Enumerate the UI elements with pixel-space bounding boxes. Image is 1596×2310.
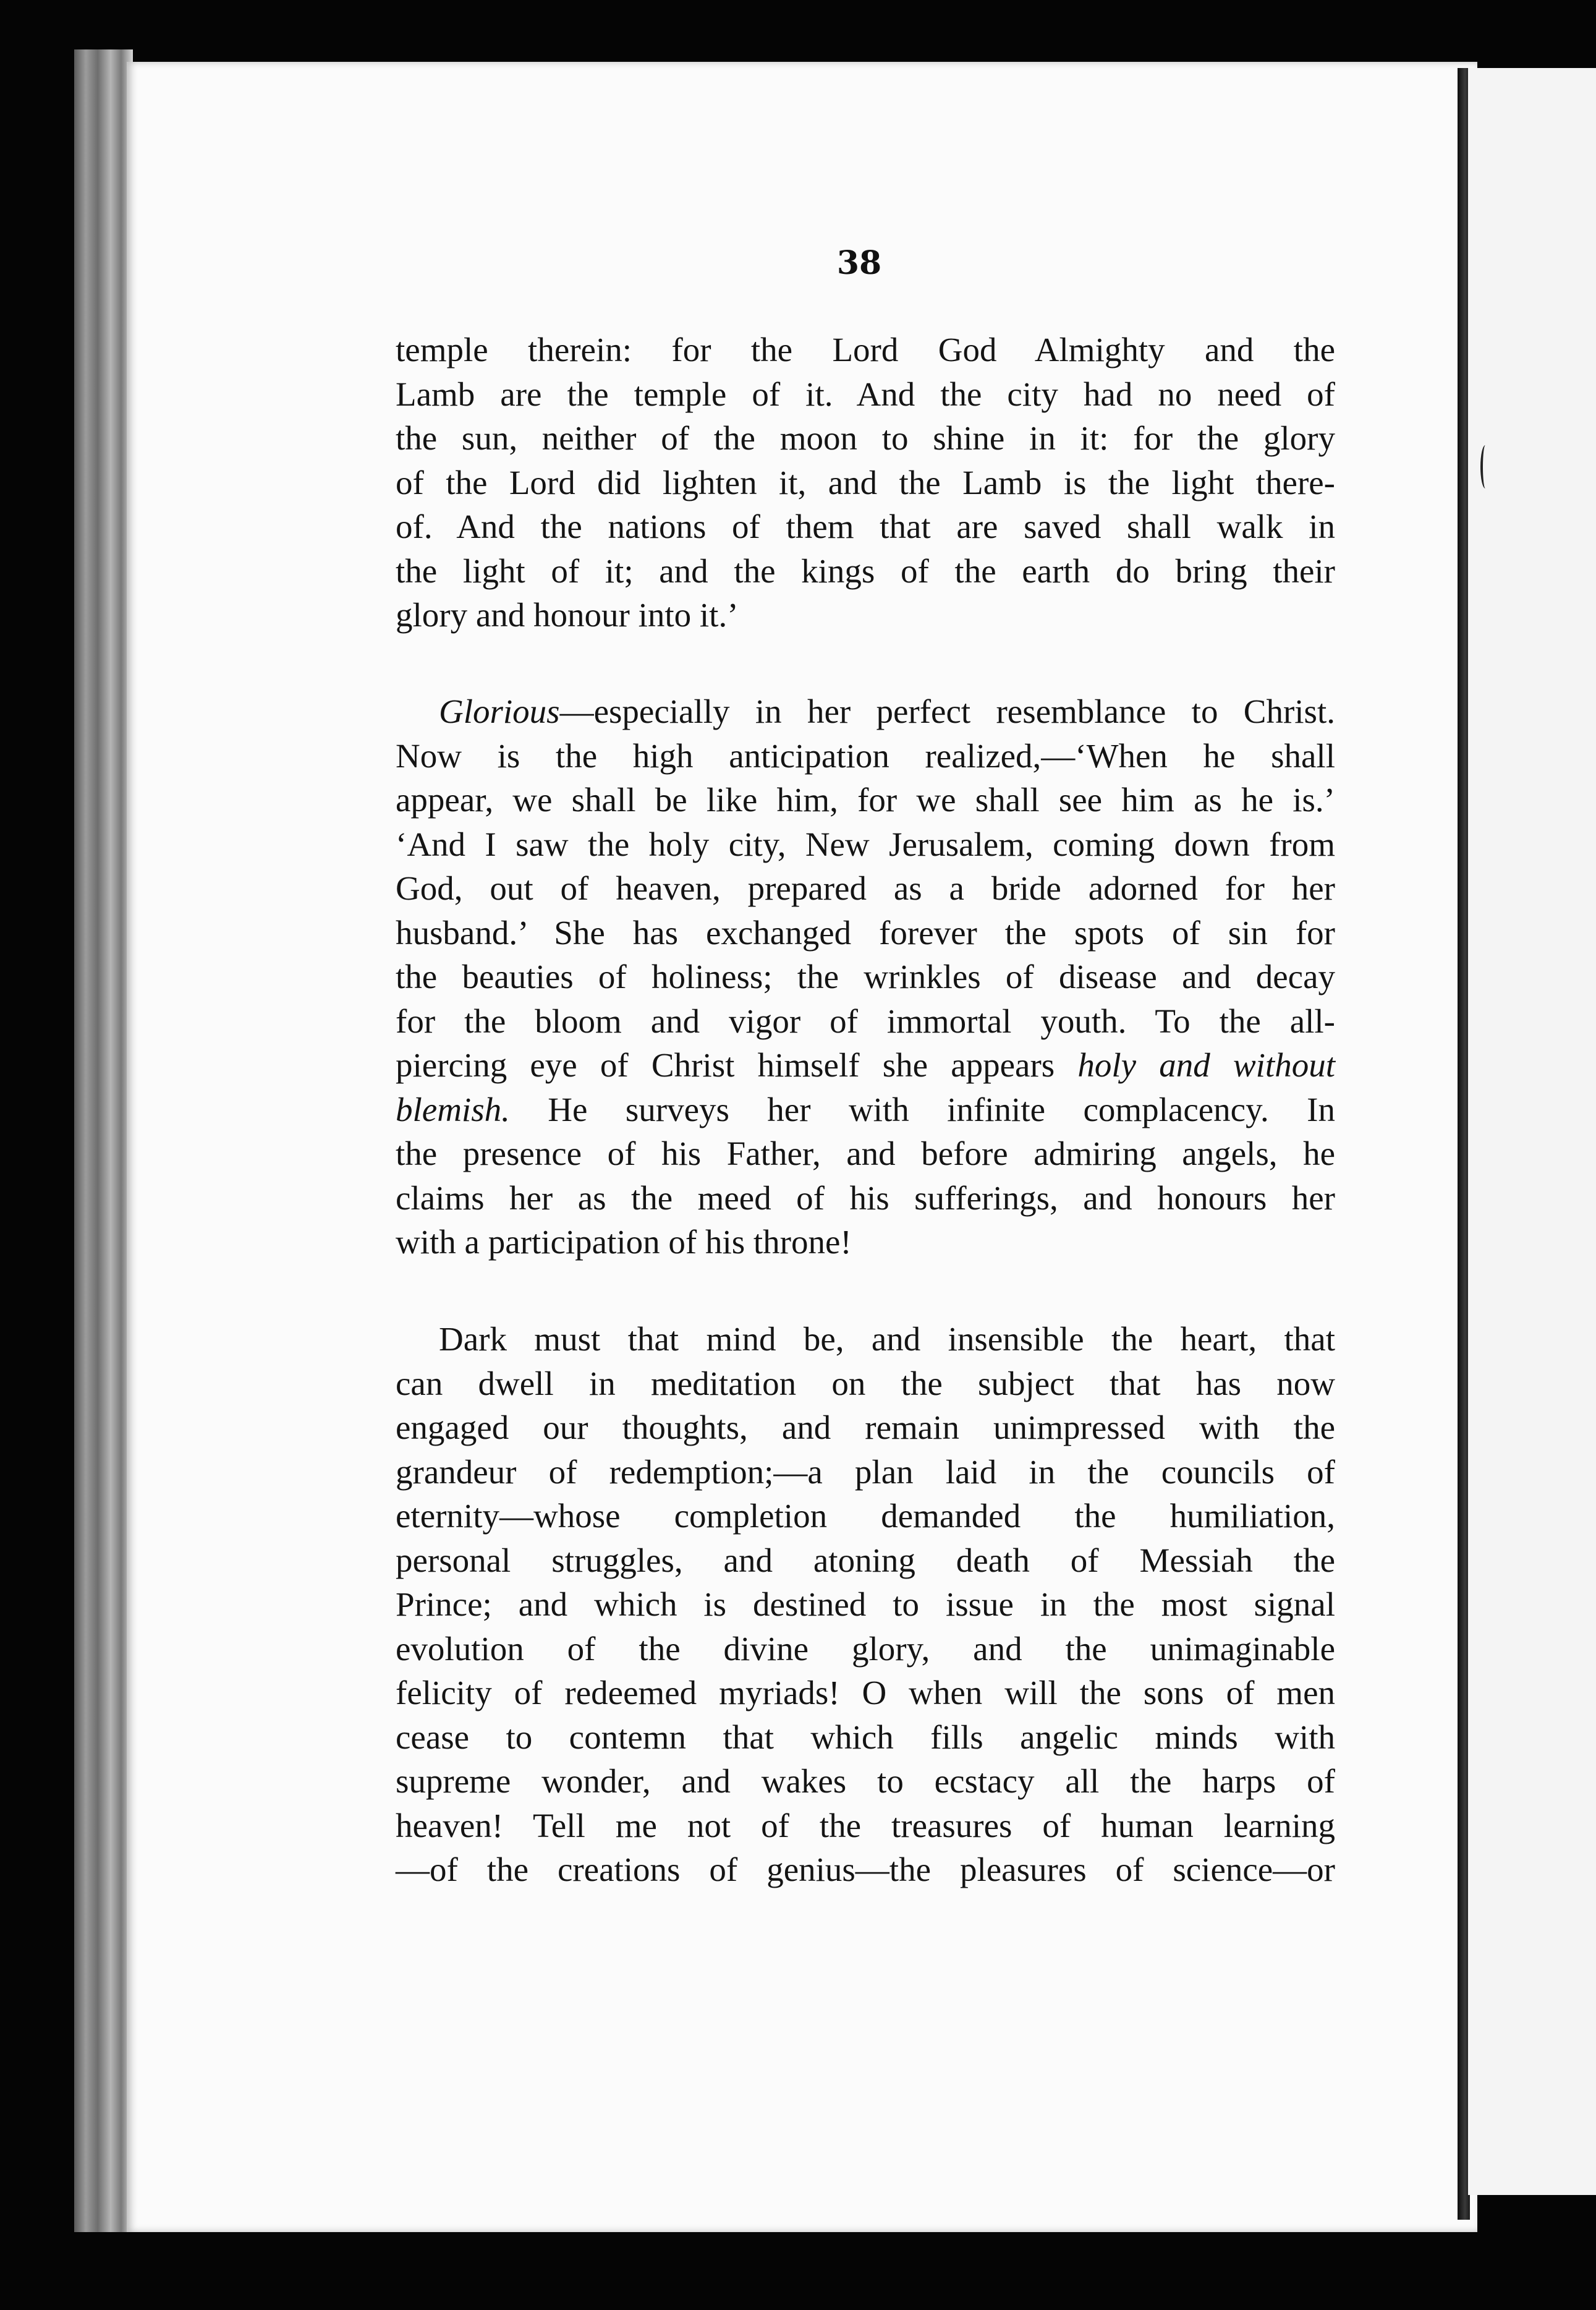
text-line: God, out of heaven, prepared as a bride adorned for her [396, 869, 1335, 907]
italic-phrase: holy and without [1077, 1046, 1335, 1084]
text-line: heaven! Tell me not of the treasures of human learning [396, 1806, 1335, 1844]
text-line: for the bloom and vigor of immortal youth. To the all- [396, 1002, 1335, 1040]
text-line: ‘And I saw the holy city, New Jerusalem, coming down from [396, 825, 1335, 863]
line-start: piercing eye of Christ himself she appears [396, 1046, 1078, 1084]
facing-page [1468, 68, 1596, 2195]
text-line: cease to contemn that which fills angelic minds with [396, 1718, 1335, 1756]
text-line: glory and honour into it.’ [396, 596, 739, 634]
text-line: Prince; and which is destined to issue in the most signal [396, 1585, 1335, 1623]
text-line: personal struggles, and atoning death of Messiah the [396, 1541, 1335, 1579]
text-line: eternity—whose completion demanded the humiliation, [396, 1497, 1335, 1535]
text-line: the beauties of holiness; the wrinkles of disease and decay [396, 958, 1335, 995]
text-line: husband.’ She has exchanged forever the spots of sin for [396, 913, 1335, 952]
paragraph-3 [396, 1317, 1335, 1892]
book-binding-edge [74, 49, 133, 2232]
text-line: engaged our thoughts, and remain unimpressed with the [396, 1409, 1335, 1446]
line-rest: He surveys her with infinite complacency. In [509, 1090, 1335, 1128]
text-line [396, 1043, 1335, 1088]
text-line: of the Lord did lighten it, and the Lamb is the light there- [396, 463, 1335, 501]
text-line: appear, we shall be like him, for we shall see him as he is.’ [396, 781, 1335, 819]
text-line: the presence of his Father, and before admiring angels, he [396, 1135, 1335, 1172]
text-line: felicity of redeemed myriads! O when will the sons of men [396, 1674, 1335, 1711]
paragraph-2 [396, 689, 1335, 1264]
text-line [396, 689, 1335, 734]
italic-word: blemish. [396, 1090, 510, 1128]
text-line: can dwell in meditation on the subject that has now [396, 1364, 1335, 1402]
text-line: the sun, neither of the moon to shine in it: for the glory [396, 419, 1335, 457]
text-line: Dark must that mind be, and insensible the heart, that [439, 1320, 1335, 1358]
text-line [396, 1088, 1335, 1132]
text-line: —of the creations of genius—the pleasures of science—or [396, 1851, 1335, 1888]
text-line: claims her as the meed of his sufferings, and honours her [396, 1178, 1335, 1217]
facing-page-ink-mark [1480, 445, 1490, 488]
text-line: temple therein: for the Lord God Almighty and the [396, 331, 1335, 369]
paragraph-1 [396, 328, 1335, 637]
text-line: with a participation of his throne! [396, 1223, 852, 1261]
page-number: 38 [836, 244, 882, 282]
italic-word: Glorious [439, 693, 560, 730]
text-line: of. And the nations of them that are saved shall walk in [396, 508, 1335, 545]
text-line: the light of it; and the kings of the earth do bring their [396, 552, 1335, 590]
text-line: supreme wonder, and wakes to ecstacy all the harps of [396, 1762, 1335, 1800]
text-line: Lamb are the temple of it. And the city had no need of [396, 375, 1335, 413]
text-line: evolution of the divine glory, and the unimaginable [396, 1629, 1335, 1668]
line-rest: —especially in her perfect resemblance to Christ. [559, 693, 1335, 730]
text-line: Now is the high anticipation realized,—‘When he shall [396, 736, 1335, 775]
text-line: grandeur of redemption;—a plan laid in the councils of [396, 1452, 1335, 1491]
